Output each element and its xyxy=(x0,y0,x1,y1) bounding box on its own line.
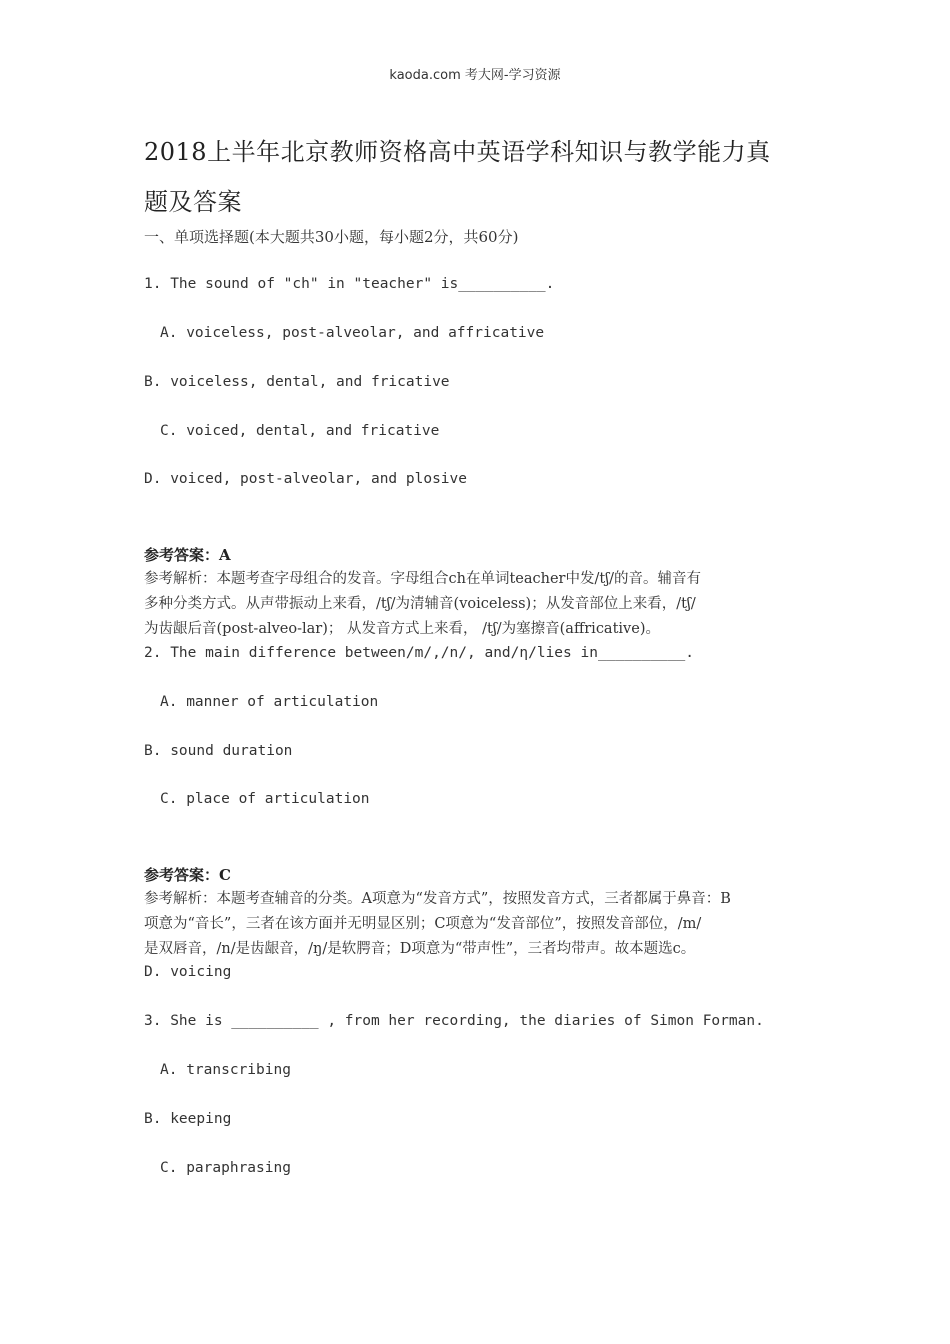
question-1-option-b: B. voiceless, dental, and fricative xyxy=(144,374,450,390)
explanation-line: 是双唇音，/n/是齿龈音，/ŋ/是软腭音；D项意为“带声性”，三者均带声。故本题选c。 xyxy=(144,941,696,957)
question-1-option-d: D. voiced, post-alveolar, and plosive xyxy=(144,471,468,487)
explanation-line: 项意为“音长”，三者在该方面并无明显区别；C项意为“发音部位”，按照发音部位，/m/ xyxy=(144,916,702,932)
question-2-option-a: A. manner of articulation xyxy=(160,694,379,710)
question-1-explanation xyxy=(144,567,814,642)
question-3-option-c: C. paraphrasing xyxy=(160,1160,291,1176)
question-3-stem: 3. She is __________ , from her recording, the diaries of Simon Forman. xyxy=(144,1013,764,1029)
question-3-option-a: A. transcribing xyxy=(160,1062,291,1078)
question-2-explanation xyxy=(144,887,814,962)
question-1-option-a: A. voiceless, post-alveolar, and affricative xyxy=(160,325,545,341)
question-1-option-c: C. voiced, dental, and fricative xyxy=(160,423,440,439)
question-2-stem: 2. The main difference between/m/,/n/, and/η/lies in__________. xyxy=(144,645,694,661)
question-2-option-d: D. voicing xyxy=(144,964,232,980)
question-3-option-b: B. keeping xyxy=(144,1111,232,1127)
site-header: kaoda.com 考大网-学习资源 xyxy=(389,68,561,83)
question-2-option-c: C. place of articulation xyxy=(160,791,370,807)
document-title-line-1: 2018上半年北京教师资格高中英语学科知识与教学能力真 xyxy=(144,138,771,166)
explanation-line: 为齿龈后音(post-alveo-lar)； 从发音方式上来看， /tʃ/为塞擦音(affricative)。 xyxy=(144,621,660,637)
question-2-answer: 参考答案：C xyxy=(144,866,231,884)
explanation-line: 参考解析：本题考查字母组合的发音。字母组合ch在单词teacher中发/tʃ/的音。辅音有 xyxy=(144,571,702,587)
explanation-line: 多种分类方式。从声带振动上来看，/tʃ/为清辅音(voiceless)；从发音部位上来看，/tʃ/ xyxy=(144,596,696,612)
question-1-stem: 1. The sound of "ch" in "teacher" is__________. xyxy=(144,276,555,292)
document-title-line-2: 题及答案 xyxy=(144,188,242,216)
section-heading: 一、单项选择题(本大题共30小题，每小题2分，共60分) xyxy=(144,228,519,246)
question-2-option-b: B. sound duration xyxy=(144,743,293,759)
question-1-answer: 参考答案：A xyxy=(144,546,231,564)
explanation-line: 参考解析：本题考查辅音的分类。A项意为“发音方式”，按照发音方式，三者都属于鼻音：B xyxy=(144,891,731,907)
